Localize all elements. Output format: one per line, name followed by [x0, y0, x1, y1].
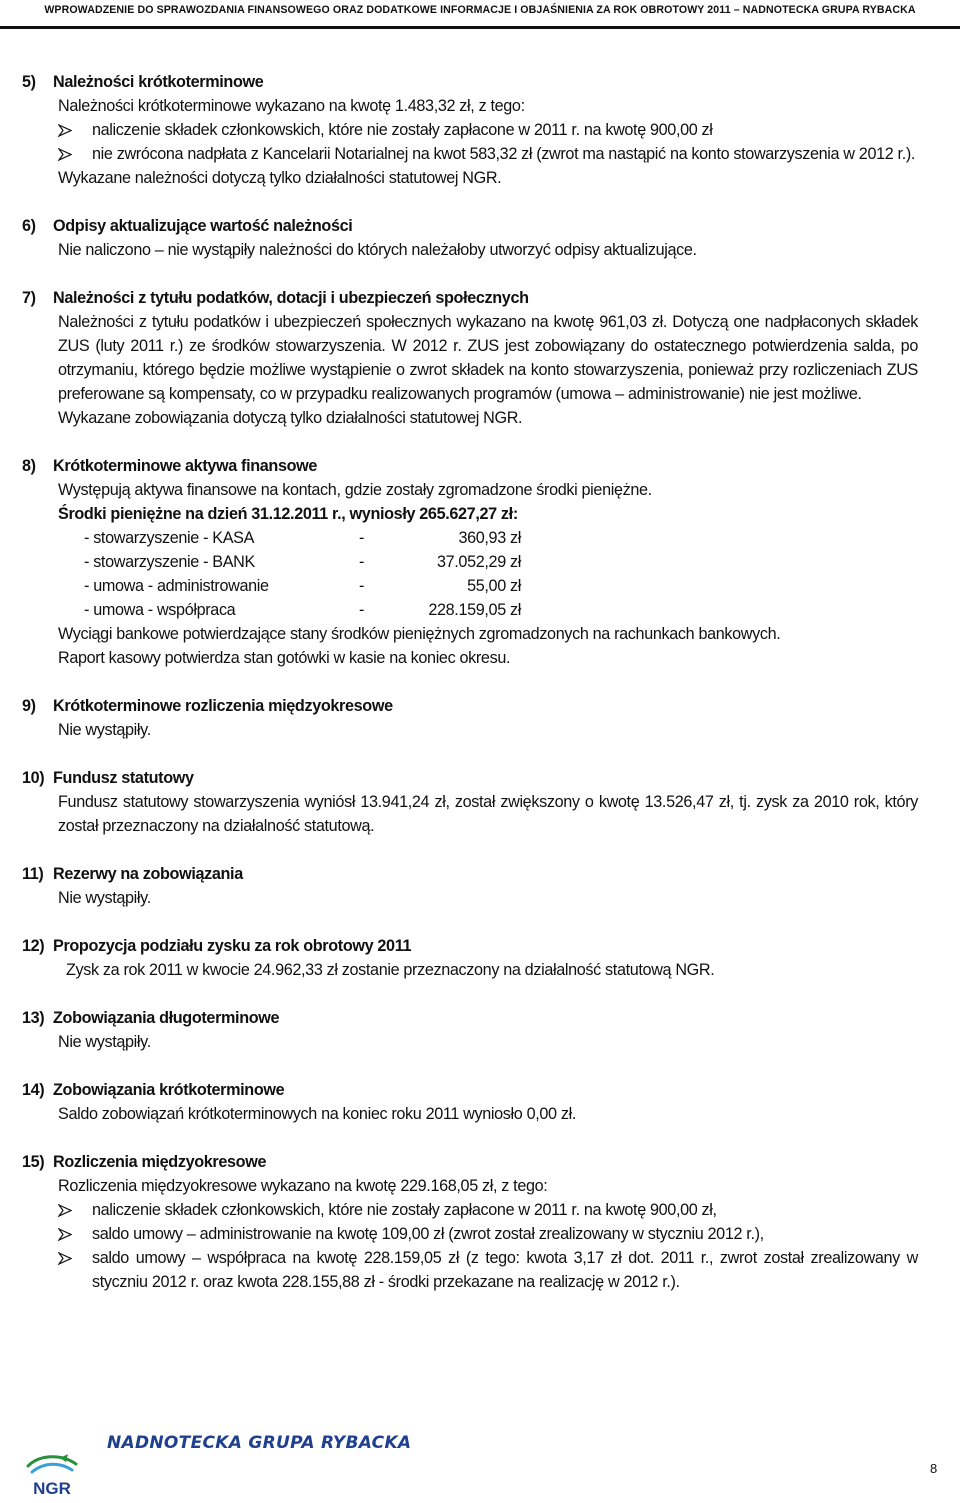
section-title: Rozliczenia międzyokresowe	[53, 1153, 267, 1171]
section-number: 6)	[22, 217, 36, 235]
section-12-heading	[22, 934, 918, 958]
section-8-note-1: Wyciągi bankowe potwierdzające stany środków pieniężnych zgromadzonych na rachunkach bankowych.	[58, 625, 781, 643]
arrow-bullet-icon	[58, 1246, 92, 1270]
section-number: 8)	[22, 457, 36, 475]
section-7-text: Należności z tytułu podatków i ubezpieczeń społecznych wykazano na kwotę 961,03 zł. Dotyczą one nadpłaconych składek ZUS (luty 2011 r.) ze środków stowarzyszenia. W 2012 r. ZUS jest zobowiązany do ostatecznego potwierdzenia salda, po otrzymaniu, którego będzie możliwe wystąpienie o zwrot składek na konto stowarzyszenia, ponieważ przy rozliczeniach ZUS preferowane są kompensaty, co w przypadku realizowanych programów (umowa – administrowanie) nie jest możliwe.	[58, 313, 918, 403]
section-8-text: Występują aktywa finansowe na kontach, gdzie zostały zgromadzone środki pieniężne.	[58, 481, 652, 499]
section-5	[22, 70, 918, 190]
document-body	[22, 70, 918, 1318]
arrow-bullet-icon	[58, 142, 92, 166]
arrow-bullet-icon	[58, 118, 92, 142]
section-13-text: Nie wystąpiły.	[58, 1033, 151, 1051]
section-title: Odpisy aktualizujące wartość należności	[53, 217, 353, 235]
section-number: 14)	[22, 1081, 45, 1099]
section-title: Zobowiązania długoterminowe	[53, 1009, 280, 1027]
page-header: WPROWADZENIE DO SPRAWOZDANIA FINANSOWEGO ORAZ DODATKOWE INFORMACJE I OBJAŚNIENIA ZA ROK OBROTOWY 2011 – NADNOTECKA GRUPA RYBACKA	[44, 4, 916, 16]
section-15	[22, 1150, 918, 1294]
cash-row	[84, 574, 918, 598]
section-5-note: Wykazane należności dotyczą tylko działalności statutowej NGR.	[58, 169, 502, 187]
list-item	[58, 142, 918, 166]
section-5-heading	[22, 70, 918, 94]
section-13	[22, 1006, 918, 1054]
cash-list	[22, 526, 918, 622]
section-number: 7)	[22, 289, 36, 307]
section-title: Krótkoterminowe rozliczenia międzyokresowe	[53, 697, 393, 715]
list-item-text: nie zwrócona nadpłata z Kancelarii Notarialnej na kwot 583,32 zł (zwrot ma nastąpić na konto stowarzyszenia w 2012 r.).	[92, 145, 916, 163]
cash-row-dash: -	[359, 529, 365, 547]
cash-row-amount: 37.052,29 zł	[436, 553, 521, 571]
section-title: Należności krótkoterminowe	[53, 73, 264, 91]
section-10-text: Fundusz statutowy stowarzyszenia wyniósł 13.941,24 zł, został zwiększony o kwotę 13.526,47 zł, tj. zysk za 2010 rok, który został przeznaczony na działalność statutową.	[58, 793, 918, 835]
cash-row	[84, 550, 918, 574]
section-title: Fundusz statutowy	[53, 769, 194, 787]
section-13-heading	[22, 1006, 918, 1030]
ngr-logo-text: NGR	[33, 1479, 71, 1498]
section-11	[22, 862, 918, 910]
section-10	[22, 766, 918, 838]
section-title: Propozycja podziału zysku za rok obrotowy 2011	[53, 937, 412, 955]
section-15-bullets	[22, 1198, 918, 1294]
list-item-text: saldo umowy – współpraca na kwotę 228.159,05 zł (z tego: kwota 3,17 zł dot. 2011 r., zwrot został zrealizowany w styczniu 2012 r. oraz kwota 228.155,88 zł - środki przekazane na realizację w 2012 r.).	[92, 1249, 918, 1291]
section-15-heading	[22, 1150, 918, 1174]
header-rule	[0, 26, 960, 29]
section-12	[22, 934, 918, 982]
section-6	[22, 214, 918, 262]
section-9-heading	[22, 694, 918, 718]
cash-row-dash: -	[359, 577, 365, 595]
cash-row-name: - umowa - administrowanie	[84, 577, 269, 595]
cash-row-name: - stowarzyszenie - KASA	[84, 529, 255, 547]
section-number: 15)	[22, 1153, 45, 1171]
cash-row-amount: 360,93 zł	[458, 529, 521, 547]
footer-org-name: NADNOTECKA GRUPA RYBACKA	[107, 1433, 412, 1453]
cash-row-amount: 55,00 zł	[467, 577, 521, 595]
section-14	[22, 1078, 918, 1126]
section-title: Zobowiązania krótkoterminowe	[53, 1081, 285, 1099]
page-number: 8	[930, 1461, 938, 1476]
section-number: 12)	[22, 937, 45, 955]
cash-heading: Środki pieniężne na dzień 31.12.2011 r., wyniosły 265.627,27 zł:	[58, 505, 518, 523]
section-title: Rezerwy na zobowiązania	[53, 865, 243, 883]
section-7-heading	[22, 286, 918, 310]
section-14-heading	[22, 1078, 918, 1102]
section-number: 9)	[22, 697, 36, 715]
list-item	[58, 118, 918, 142]
section-5-bullets	[22, 118, 918, 166]
section-15-intro: Rozliczenia międzyokresowe wykazano na kwotę 229.168,05 zł, z tego:	[58, 1177, 548, 1195]
list-item-text: saldo umowy – administrowanie na kwotę 109,00 zł (zwrot został zrealizowany w styczniu 2012 r.),	[92, 1225, 764, 1243]
section-14-text: Saldo zobowiązań krótkoterminowych na koniec roku 2011 wyniosło 0,00 zł.	[58, 1105, 576, 1123]
section-12-text: Zysk za rok 2011 w kwocie 24.962,33 zł zostanie przeznaczony na działalność statutową NGR.	[66, 961, 715, 979]
section-6-text: Nie naliczono – nie wystąpiły należności do których należałoby utworzyć odpisy aktualizujące.	[58, 241, 697, 259]
section-title: Krótkoterminowe aktywa finansowe	[53, 457, 318, 475]
section-11-text: Nie wystąpiły.	[58, 889, 151, 907]
cash-row-amount: 228.159,05 zł	[428, 601, 521, 619]
section-10-heading	[22, 766, 918, 790]
list-item-text: naliczenie składek członkowskich, które nie zostały zapłacone w 2011 r. na kwotę 900,00 zł	[92, 121, 713, 139]
section-7	[22, 286, 918, 430]
arrow-bullet-icon	[58, 1198, 92, 1222]
cash-row-name: - umowa - współpraca	[84, 601, 236, 619]
section-6-heading	[22, 214, 918, 238]
cash-row	[84, 598, 918, 622]
section-number: 13)	[22, 1009, 45, 1027]
section-11-heading	[22, 862, 918, 886]
section-7-note: Wykazane zobowiązania dotyczą tylko działalności statutowej NGR.	[58, 409, 523, 427]
section-5-intro: Należności krótkoterminowe wykazano na kwotę 1.483,32 zł, z tego:	[58, 97, 525, 115]
section-number: 10)	[22, 769, 45, 787]
cash-row-dash: -	[359, 553, 365, 571]
list-item-text: naliczenie składek członkowskich, które nie zostały zapłacone w 2011 r. na kwotę 900,00 zł,	[92, 1201, 717, 1219]
ngr-logo	[22, 1452, 82, 1498]
list-item	[58, 1246, 918, 1294]
list-item	[58, 1222, 918, 1246]
section-9	[22, 694, 918, 742]
arrow-bullet-icon	[58, 1222, 92, 1246]
cash-row-name: - stowarzyszenie - BANK	[84, 553, 255, 571]
section-title: Należności z tytułu podatków, dotacji i ubezpieczeń społecznych	[53, 289, 529, 307]
section-9-text: Nie wystąpiły.	[58, 721, 151, 739]
section-number: 5)	[22, 73, 36, 91]
section-number: 11)	[22, 865, 44, 883]
cash-row-dash: -	[359, 601, 365, 619]
section-8	[22, 454, 918, 670]
section-8-note-2: Raport kasowy potwierdza stan gotówki w kasie na koniec okresu.	[58, 649, 511, 667]
list-item	[58, 1198, 918, 1222]
cash-row	[84, 526, 918, 550]
section-8-heading	[22, 454, 918, 478]
